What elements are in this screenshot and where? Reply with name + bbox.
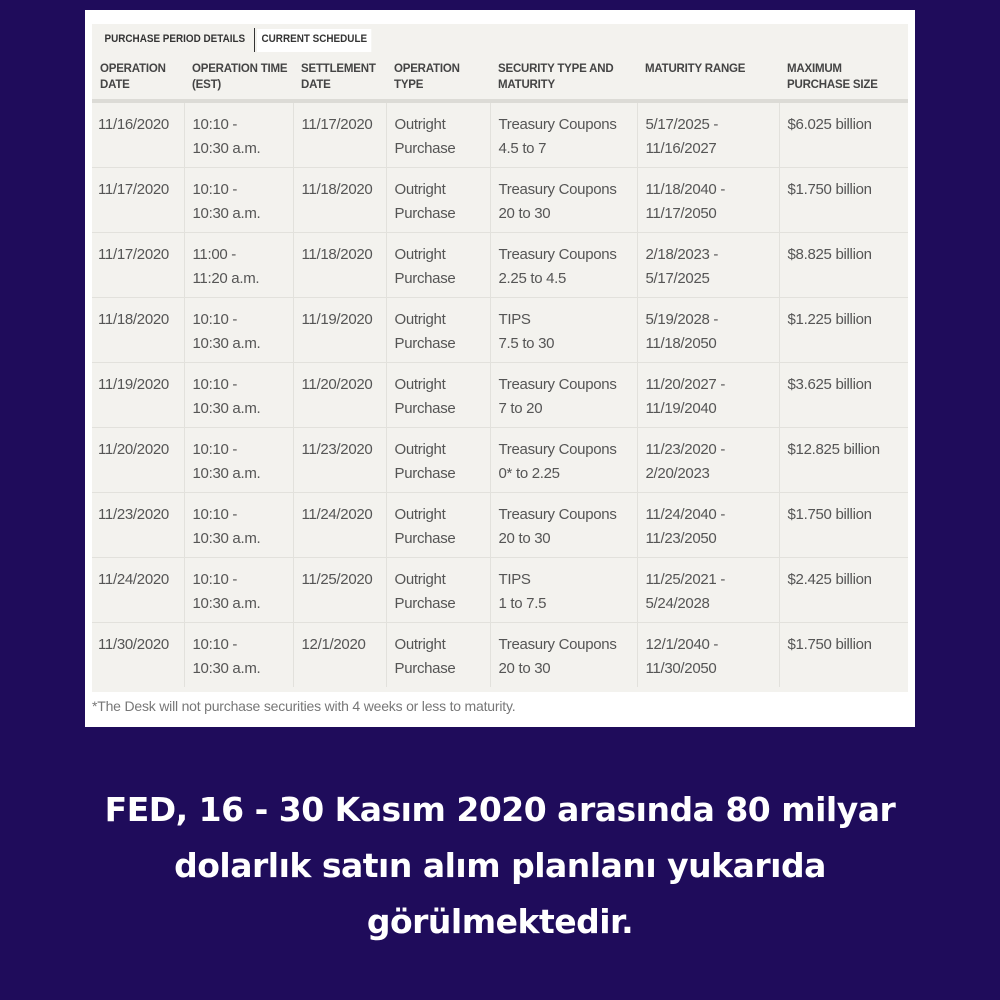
schedule-panel [92, 24, 908, 692]
cell-maximum-purchase-size [779, 428, 908, 493]
cell-text: Treasury Coupons [498, 376, 617, 393]
cell-text: Purchase [394, 334, 456, 352]
cell-maximum-purchase-size [779, 298, 908, 363]
table-row [92, 233, 908, 298]
cell-settlement-date [293, 623, 386, 688]
cell-text: 2/18/2023 - [645, 246, 719, 263]
cell-operation-date [92, 298, 184, 363]
cell-text: 11:00 - [192, 246, 236, 263]
cell-text: 10:30 a.m. [192, 334, 261, 352]
cell-operation-time [184, 363, 293, 428]
cell-text: 11/20/2020 [98, 441, 169, 458]
cell-maximum-purchase-size [779, 558, 908, 623]
header-operation-time [184, 56, 293, 101]
cell-text: $8.825 billion [787, 246, 872, 263]
cell-text: 11/23/2050 [645, 529, 717, 547]
cell-text: TIPS [498, 571, 531, 588]
table-row [92, 298, 908, 363]
cell-text: 11/23/2020 [301, 441, 373, 458]
schedule-table [92, 56, 908, 687]
cell-text: Outright [394, 311, 446, 328]
cell-text: 10:30 a.m. [192, 139, 261, 157]
cell-maturity-range [637, 493, 779, 558]
cell-text: 11/18/2020 [98, 311, 169, 328]
cell-settlement-date [293, 298, 386, 363]
schedule-card [85, 10, 915, 727]
cell-text: 10:10 - [192, 376, 238, 393]
cell-text: 11/20/2027 - [645, 376, 726, 393]
header-label: OPERATION TIME [192, 63, 288, 75]
cell-maturity-range [637, 428, 779, 493]
cell-operation-date [92, 428, 184, 493]
table-row [92, 623, 908, 688]
cell-operation-time [184, 623, 293, 688]
cell-text: 10:10 - [192, 311, 238, 328]
cell-text: 10:30 a.m. [192, 399, 261, 417]
cell-maximum-purchase-size [779, 233, 908, 298]
cell-operation-time [184, 428, 293, 493]
cell-text: 11/19/2040 [645, 399, 717, 417]
cell-text: 1 to 7.5 [498, 594, 547, 612]
cell-text: $12.825 billion [787, 441, 880, 458]
cell-text: 20 to 30 [498, 659, 551, 677]
cell-text: Outright [394, 116, 446, 133]
cell-operation-date [92, 168, 184, 233]
cell-operation-time [184, 558, 293, 623]
cell-text: 10:30 a.m. [192, 659, 261, 677]
cell-text: 7.5 to 30 [498, 334, 555, 352]
table-row [92, 493, 908, 558]
cell-settlement-date [293, 363, 386, 428]
cell-text: Outright [394, 181, 446, 198]
footnote: *The Desk will not purchase securities with 4 weeks or less to maturity. [92, 698, 516, 714]
cell-text: Purchase [394, 269, 456, 287]
cell-operation-date [92, 623, 184, 688]
cell-text: 11/25/2021 - [645, 571, 726, 588]
cell-text: 10:30 a.m. [192, 529, 261, 547]
header-settlement-date [293, 56, 386, 101]
cell-text: 11/16/2027 [645, 139, 717, 157]
cell-operation-type [386, 493, 490, 558]
cell-maturity-range [637, 233, 779, 298]
cell-operation-time [184, 493, 293, 558]
cell-text: Treasury Coupons [498, 246, 617, 263]
cell-text: 11/18/2020 [301, 246, 373, 263]
cell-maturity-range [637, 168, 779, 233]
cell-operation-type [386, 298, 490, 363]
cell-maturity-range [637, 298, 779, 363]
header-label: TYPE [394, 79, 424, 91]
cell-security-type [490, 623, 637, 688]
tab-divider [254, 28, 255, 52]
header-security-type [490, 56, 637, 101]
header-label: MATURITY [498, 79, 555, 91]
cell-text: 10:10 - [192, 506, 238, 523]
cell-text: 20 to 30 [498, 529, 551, 547]
header-maximum-purchase-size [779, 56, 908, 101]
tab-purchase-period-details[interactable]: PURCHASE PERIOD DETAILS [104, 33, 246, 45]
cell-operation-date [92, 233, 184, 298]
cell-operation-type [386, 101, 490, 168]
cell-text: 2.25 to 4.5 [498, 269, 567, 287]
cell-text: Purchase [394, 464, 456, 482]
cell-operation-date [92, 493, 184, 558]
cell-text: 10:30 a.m. [192, 594, 261, 612]
cell-operation-date [92, 558, 184, 623]
cell-text: $1.750 billion [787, 636, 872, 653]
header-operation-type [386, 56, 490, 101]
table-row [92, 168, 908, 233]
cell-text: 11/17/2020 [301, 116, 373, 133]
cell-settlement-date [293, 233, 386, 298]
cell-text: 5/19/2028 - [645, 311, 719, 328]
cell-maturity-range [637, 363, 779, 428]
header-label: OPERATION [394, 63, 460, 75]
cell-text: Outright [394, 571, 446, 588]
cell-operation-time [184, 298, 293, 363]
cell-text: 11/17/2020 [98, 246, 169, 263]
header-label: DATE [301, 79, 331, 91]
table-row [92, 428, 908, 493]
cell-text: 10:10 - [192, 181, 238, 198]
cell-text: 0* to 2.25 [498, 464, 560, 482]
header-maturity-range [637, 56, 779, 101]
cell-maturity-range [637, 623, 779, 688]
cell-text: 11/24/2020 [301, 506, 373, 523]
cell-text: Outright [394, 441, 446, 458]
header-label: OPERATION [100, 63, 166, 75]
cell-settlement-date [293, 168, 386, 233]
cell-maximum-purchase-size [779, 101, 908, 168]
caption-line: dolarlık satın alım planlanı yukarıda [174, 846, 826, 885]
cell-settlement-date [293, 428, 386, 493]
cell-security-type [490, 168, 637, 233]
cell-operation-time [184, 168, 293, 233]
cell-text: 11/18/2020 [301, 181, 373, 198]
cell-operation-type [386, 233, 490, 298]
cell-text: Outright [394, 506, 446, 523]
cell-text: $3.625 billion [787, 376, 872, 393]
cell-text: 11/25/2020 [301, 571, 373, 588]
cell-text: 11:20 a.m. [192, 269, 260, 287]
cell-operation-date [92, 363, 184, 428]
tab-bar [92, 24, 908, 52]
cell-maximum-purchase-size [779, 493, 908, 558]
header-label: MAXIMUM [787, 63, 842, 75]
caption [0, 782, 1000, 950]
cell-text: 10:10 - [192, 116, 238, 133]
cell-text: $1.750 billion [787, 506, 872, 523]
cell-text: Treasury Coupons [498, 116, 617, 133]
cell-maximum-purchase-size [779, 623, 908, 688]
caption-line: görülmektedir. [366, 902, 634, 941]
cell-text: Purchase [394, 139, 456, 157]
cell-text: Outright [394, 376, 446, 393]
table-header-row [92, 56, 908, 101]
cell-text: Treasury Coupons [498, 506, 617, 523]
cell-operation-time [184, 101, 293, 168]
cell-text: 11/23/2020 [98, 506, 169, 523]
header-label: (EST) [192, 79, 222, 91]
cell-text: $1.225 billion [787, 311, 872, 328]
cell-text: Outright [394, 636, 446, 653]
cell-text: 11/23/2020 - [645, 441, 726, 458]
cell-text: $2.425 billion [787, 571, 872, 588]
cell-text: TIPS [498, 311, 531, 328]
cell-text: 11/16/2020 [98, 116, 169, 133]
cell-text: Purchase [394, 529, 456, 547]
table-body [92, 101, 908, 687]
cell-security-type [490, 493, 637, 558]
cell-text: 12/1/2040 - [645, 636, 719, 653]
header-label: SECURITY TYPE AND [498, 63, 614, 75]
cell-security-type [490, 363, 637, 428]
cell-text: 11/17/2050 [645, 204, 717, 222]
cell-settlement-date [293, 493, 386, 558]
cell-maximum-purchase-size [779, 168, 908, 233]
cell-text: 11/17/2020 [98, 181, 169, 198]
cell-text: $6.025 billion [787, 116, 872, 133]
cell-text: 11/20/2020 [301, 376, 373, 393]
cell-security-type [490, 298, 637, 363]
cell-text: Purchase [394, 594, 456, 612]
cell-operation-type [386, 428, 490, 493]
cell-security-type [490, 101, 637, 168]
cell-text: Treasury Coupons [498, 441, 617, 458]
cell-maximum-purchase-size [779, 363, 908, 428]
cell-security-type [490, 428, 637, 493]
cell-security-type [490, 558, 637, 623]
cell-text: 11/24/2040 - [645, 506, 726, 523]
cell-text: 5/24/2028 [645, 594, 710, 612]
cell-text: 12/1/2020 [301, 636, 366, 653]
cell-text: 11/18/2040 - [645, 181, 726, 198]
cell-operation-type [386, 363, 490, 428]
table-row [92, 363, 908, 428]
cell-operation-type [386, 558, 490, 623]
cell-text: 4.5 to 7 [498, 139, 547, 157]
cell-text: 10:10 - [192, 571, 238, 588]
caption-line: FED, 16 - 30 Kasım 2020 arasında 80 milyar [104, 790, 896, 829]
cell-text: 11/19/2020 [301, 311, 373, 328]
cell-maturity-range [637, 101, 779, 168]
cell-text: $1.750 billion [787, 181, 872, 198]
cell-maturity-range [637, 558, 779, 623]
cell-text: Purchase [394, 204, 456, 222]
cell-text: 10:30 a.m. [192, 464, 261, 482]
cell-text: Treasury Coupons [498, 181, 617, 198]
cell-operation-date [92, 101, 184, 168]
table-row [92, 101, 908, 168]
cell-text: 5/17/2025 [645, 269, 710, 287]
cell-text: 11/30/2050 [645, 659, 717, 677]
header-operation-date [92, 56, 184, 101]
cell-settlement-date [293, 558, 386, 623]
cell-operation-time [184, 233, 293, 298]
tab-current-schedule[interactable]: CURRENT SCHEDULE [257, 29, 372, 52]
cell-operation-type [386, 623, 490, 688]
header-label: PURCHASE SIZE [787, 79, 878, 91]
cell-text: 7 to 20 [498, 399, 543, 417]
cell-text: 10:10 - [192, 441, 238, 458]
header-label: SETTLEMENT [301, 63, 376, 75]
cell-text: Treasury Coupons [498, 636, 617, 653]
cell-text: 2/20/2023 [645, 464, 710, 482]
header-label: DATE [100, 79, 130, 91]
header-label: MATURITY RANGE [645, 63, 746, 75]
cell-text: 10:10 - [192, 636, 238, 653]
cell-operation-type [386, 168, 490, 233]
cell-text: Purchase [394, 399, 456, 417]
cell-settlement-date [293, 101, 386, 168]
cell-text: 20 to 30 [498, 204, 551, 222]
cell-text: 11/24/2020 [98, 571, 169, 588]
cell-text: Outright [394, 246, 446, 263]
cell-text: 11/18/2050 [645, 334, 717, 352]
cell-text: Purchase [394, 659, 456, 677]
cell-text: 10:30 a.m. [192, 204, 261, 222]
cell-text: 11/30/2020 [98, 636, 169, 653]
cell-text: 5/17/2025 - [645, 116, 719, 133]
cell-text: 11/19/2020 [98, 376, 169, 393]
table-row [92, 558, 908, 623]
cell-security-type [490, 233, 637, 298]
